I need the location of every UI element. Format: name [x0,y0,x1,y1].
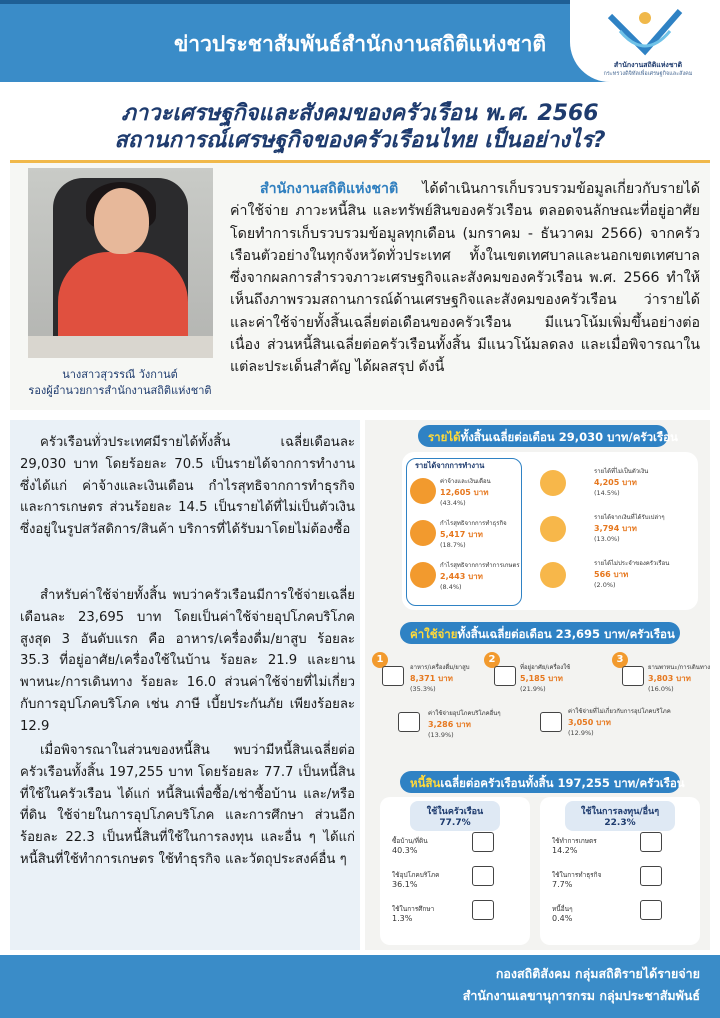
income-item-amount: 3,794 บาท [594,524,637,533]
intro-body: ได้ดำเนินการเก็บรวบรวมข้อมูลเกี่ยวกับรายได้ ค่าใช้จ่าย ภาวะหนี้สิน และทรัพย์สินของครัวเรือน ตลอดจนลักษณะที่อยู่อาศัย โดยทำการเก็บรวบรวมข้อมูลทุกเดือน (มกราคม - ธันวาคม 2566) จากครัวเรือนตัวอย่างในทุกจังหวัดทั่วประเทศ ทั้งในเขตเทศบาลและนอกเขตเทศบาล ซึ่งจากผลการสำรวจภาวะเศรษฐกิจและสังคมของครัวเรือน พ.ศ. 2566 ทำให้เห็นถึงภาพรวมสถานการณ์ด้านเศรษฐกิจและสังคมของครัวเรือน ว่ารายได้และค่าใช้จ่ายทั้งสิ้นเฉลี่ยต่อเดือนของครัวเรือน มีแนวโน้มเพิ่มขึ้นอย่างต่อเนื่อง ส่วนหนี้สินเฉลี่ยต่อครัวเรือนทั้งสิ้น มีแนวโน้มลดลง และเมื่อพิจารณาในแต่ละประเด็นสำคัญ ได้ผลสรุป ดังนี้ [230,181,700,376]
income-item-pct: (13.0%) [594,535,620,543]
income-item-label: รายได้ที่ไม่เป็นตัวเงิน [594,468,649,475]
income-item [594,466,648,497]
nso-logo [570,0,720,82]
income-item-label: กำไรสุทธิจากการทำธุรกิจ [440,520,507,527]
wage-icon [410,478,436,504]
income-item-amount: 2,443 บาท [440,572,483,581]
portrait-position: รองผู้อำนวยการสำนักงานสถิติแห่งชาติ [28,384,212,397]
gift-hand-icon [540,516,566,542]
debt-item-label: ซื้อบ้าน/ที่ดิน [392,837,428,845]
portrait-name: นางสาวสุวรรณี วังกานต์ [62,368,178,381]
debt-item [392,870,439,889]
farmer-icon [410,562,436,588]
debt-item [392,836,428,855]
logo-ministry: กระทรวงดิจิทัลเพื่อเศรษฐกิจและสังคม [603,71,693,77]
household-debt-head [410,801,500,831]
house-icon [494,666,516,686]
debt-paragraph: เมื่อพิจารณาในส่วนของหนี้สิน พบว่ามีหนี้สินเฉลี่ยต่อครัวเรือนทั้งสิ้น 197,255 บาท โดยร้อยละ 77.7 เป็นหนี้สินที่ใช้ในครัวเรือน ได้แก่ หนี้สินเพื่อซื้อ/เช่าซื้อบ้าน และ/หรือที่ดิน ใช้จ่ายในการอุปโภคบริโภค และการศึกษา ส่วนอีกร้อยละ 22.3 เป็นหนี้สินที่ใช้ในการลงทุน และอื่น ๆ ได้แก่ หนี้สินที่ใช้ทำการเกษตร ใช้ทำธุรกิจ และวัตถุประสงค์อื่น ๆ [20,743,355,867]
desk-shape [28,336,213,358]
expense-item-pct: (21.9%) [520,685,546,693]
header-title: ข่าวประชาสัมพันธ์สำนักงานสถิติแห่งชาติ [173,32,547,56]
income-item [594,558,669,589]
footer-line1: กองสถิติสังคม กลุ่มสถิติรายได้รายจ่าย [495,966,700,981]
face-shape [94,188,149,254]
expense-section-title [400,622,680,644]
handshake-icon [410,520,436,546]
debt-item [392,904,434,923]
expense-item-pct: (35.3%) [410,685,436,693]
debt-item-label: ใช้อุปโภคบริโภค [392,871,440,879]
income-section-title [418,425,678,447]
debt-item-label: ใช้ในการทำธุรกิจ [552,871,602,879]
graduation-cap-icon [472,900,494,920]
income-item-label: รายได้จากเงินที่ได้รับเปล่าๆ [594,514,665,521]
cash-stack-icon [540,562,566,588]
expense-item-amount: 3,050 บาท [568,718,611,727]
income-item-label: ค่าจ้างและเงินเดือน [440,478,491,485]
debt-item-label: ใช้ในการศึกษา [392,905,435,913]
expense-item-label: ที่อยู่อาศัย/เครื่องใช้ [520,664,571,671]
income-item-pct: (43.4%) [440,499,466,507]
expense-item-label: อาหาร/เครื่องดื่ม/ยาสูบ [410,664,470,671]
farmer-icon [640,832,662,852]
intro-highlight: สำนักงานสถิติแห่งชาติ [260,181,399,197]
expense-title-rest: ทั้งสิ้นเฉลี่ยต่อเดือน 23,695 บาท/ครัวเรือน [457,627,675,641]
personal-items-icon [398,712,420,732]
debt-item-pct: 14.2% [552,846,578,855]
headline-line1: ภาวะเศรษฐกิจและสังคมของครัวเรือน พ.ศ. 2566 [121,101,599,126]
income-item-pct: (8.4%) [440,583,462,591]
shop-icon [540,712,562,732]
portrait-photo [28,168,213,358]
footer-line2: สำนักงานเลขานุการกรม กลุ่มประชาสัมพันธ์ [462,988,700,1003]
debt-item-pct: 36.1% [392,880,418,889]
expense-item-label: ค่าใช้จ่ายที่ไม่เกี่ยวกับการอุปโภคบริโภค [568,708,671,715]
expense-item [520,662,570,693]
debt-item [552,870,601,889]
house-icon [472,832,494,852]
debt-item-label: ใช้ทำการเกษตร [552,837,597,845]
expense-item [428,708,501,739]
expense-item-pct: (12.9%) [568,729,594,737]
debt-item-pct: 40.3% [392,846,418,855]
rank-badge: 2 [484,652,500,668]
debt-item [552,836,597,855]
expense-item-pct: (16.0%) [648,685,674,693]
income-item [594,512,665,543]
expense-item-label: ยานพาหนะ/การเดินทาง [648,664,711,671]
investment-debt-pct: 22.3% [604,818,636,828]
briefcase-icon [640,866,662,886]
food-icon [382,666,404,686]
expense-item-label: ค่าใช้จ่ายอุปโภคบริโภคอื่นๆ [428,710,501,717]
debt-item-pct: 0.4% [552,914,573,923]
expense-item-pct: (13.9%) [428,731,454,739]
income-keyword: รายได้ [428,430,461,444]
logo-name: สำนักงานสถิติแห่งชาติ [613,61,683,69]
expense-paragraph: สำหรับค่าใช้จ่ายทั้งสิ้น พบว่าครัวเรือนมีการใช้จ่ายเฉลี่ยเดือนละ 23,695 บาท โดยเป็นค่าใช้จ่ายอุปโภคบริโภคสูงสุด 3 อันดับแรก คือ อาหาร/เครื่องดื่ม/ยาสูบ ร้อยละ 35.3 ที่อยู่อาศัย/เครื่องใช้ในบ้าน ร้อยละ 21.9 และยานพาหนะ/การเดินทาง ร้อยละ 16.0 ส่วนค่าใช้จ่ายที่ไม่เกี่ยวกับการอุปโภคบริโภค เช่น ภาษี เบี้ยประกันภัย เพียงร้อยละ 12.9 [20,588,355,734]
nso-logo-icon [600,6,690,56]
work-income-label: รายได้จากการทำงาน [415,461,485,470]
debt-item [552,904,573,923]
income-item [440,560,520,591]
expense-item [648,662,710,693]
rank-badge: 1 [372,652,388,668]
income-item-pct: (14.5%) [594,489,620,497]
welfare-icon [540,470,566,496]
income-item-amount: 566 บาท [594,570,629,579]
debt-item-pct: 7.7% [552,880,573,889]
income-item [440,476,491,507]
headline-line2: สถานการณ์เศรษฐกิจของครัวเรือนไทย เป็นอย่างไร? [114,128,606,153]
expense-item-amount: 5,185 บาท [520,674,563,683]
income-title-rest: ทั้งสิ้นเฉลี่ยต่อเดือน 29,030 บาท/ครัวเรือน [460,430,678,444]
document-icon [640,900,662,920]
debt-title-rest: เฉลี่ยต่อครัวเรือนทั้งสิ้น 197,255 บาท/ครัวเรือน [440,776,685,790]
car-icon [622,666,644,686]
shopping-bag-icon [472,866,494,886]
expense-item-amount: 3,286 บาท [428,720,471,729]
expense-item-amount: 3,803 บาท [648,674,691,683]
household-debt-pct: 77.7% [439,818,471,828]
expense-item-amount: 8,371 บาท [410,674,453,683]
income-paragraph: ครัวเรือนทั่วประเทศมีรายได้ทั้งสิ้น เฉลี่ยเดือนละ 29,030 บาท โดยร้อยละ 70.5 เป็นรายได้จากการทำงาน ซึ่งได้แก่ ค่าจ้างและเงินเดือน กำไรสุทธิจากการทำธุรกิจ และการเกษตร ส่วนร้อยละ 14.5 เป็นรายได้ที่ไม่เป็นตัวเงิน ซึ่งอยู่ในรูปสวัสดิการ/สินค้า บริการที่ได้รับมาโดยไม่ต้องซื้อ [20,435,355,538]
rank-badge: 3 [612,652,628,668]
income-item-amount: 5,417 บาท [440,530,483,539]
expense-keyword: ค่าใช้จ่าย [410,627,458,641]
debt-section-title [400,771,685,793]
income-item-label: กำไรสุทธิจากการทำการเกษตร [440,562,520,569]
income-item-pct: (18.7%) [440,541,466,549]
income-item-amount: 4,205 บาท [594,478,637,487]
income-item-amount: 12,605 บาท [440,488,489,497]
income-item-label: รายได้ไม่ประจำของครัวเรือน [594,560,670,567]
intro-paragraph [230,178,700,379]
household-debt-label: ใช้ในครัวเรือน [426,807,484,817]
debt-item-label: หนี้อื่นๆ [552,905,573,913]
income-item [440,518,507,549]
debt-keyword: หนี้สิน [410,776,441,790]
income-item-pct: (2.0%) [594,581,616,589]
investment-debt-head [565,801,675,831]
investment-debt-label: ใช้ในการลงทุน/อื่นๆ [580,807,660,817]
expense-item [410,662,470,693]
expense-item [568,706,671,737]
debt-item-pct: 1.3% [392,914,413,923]
